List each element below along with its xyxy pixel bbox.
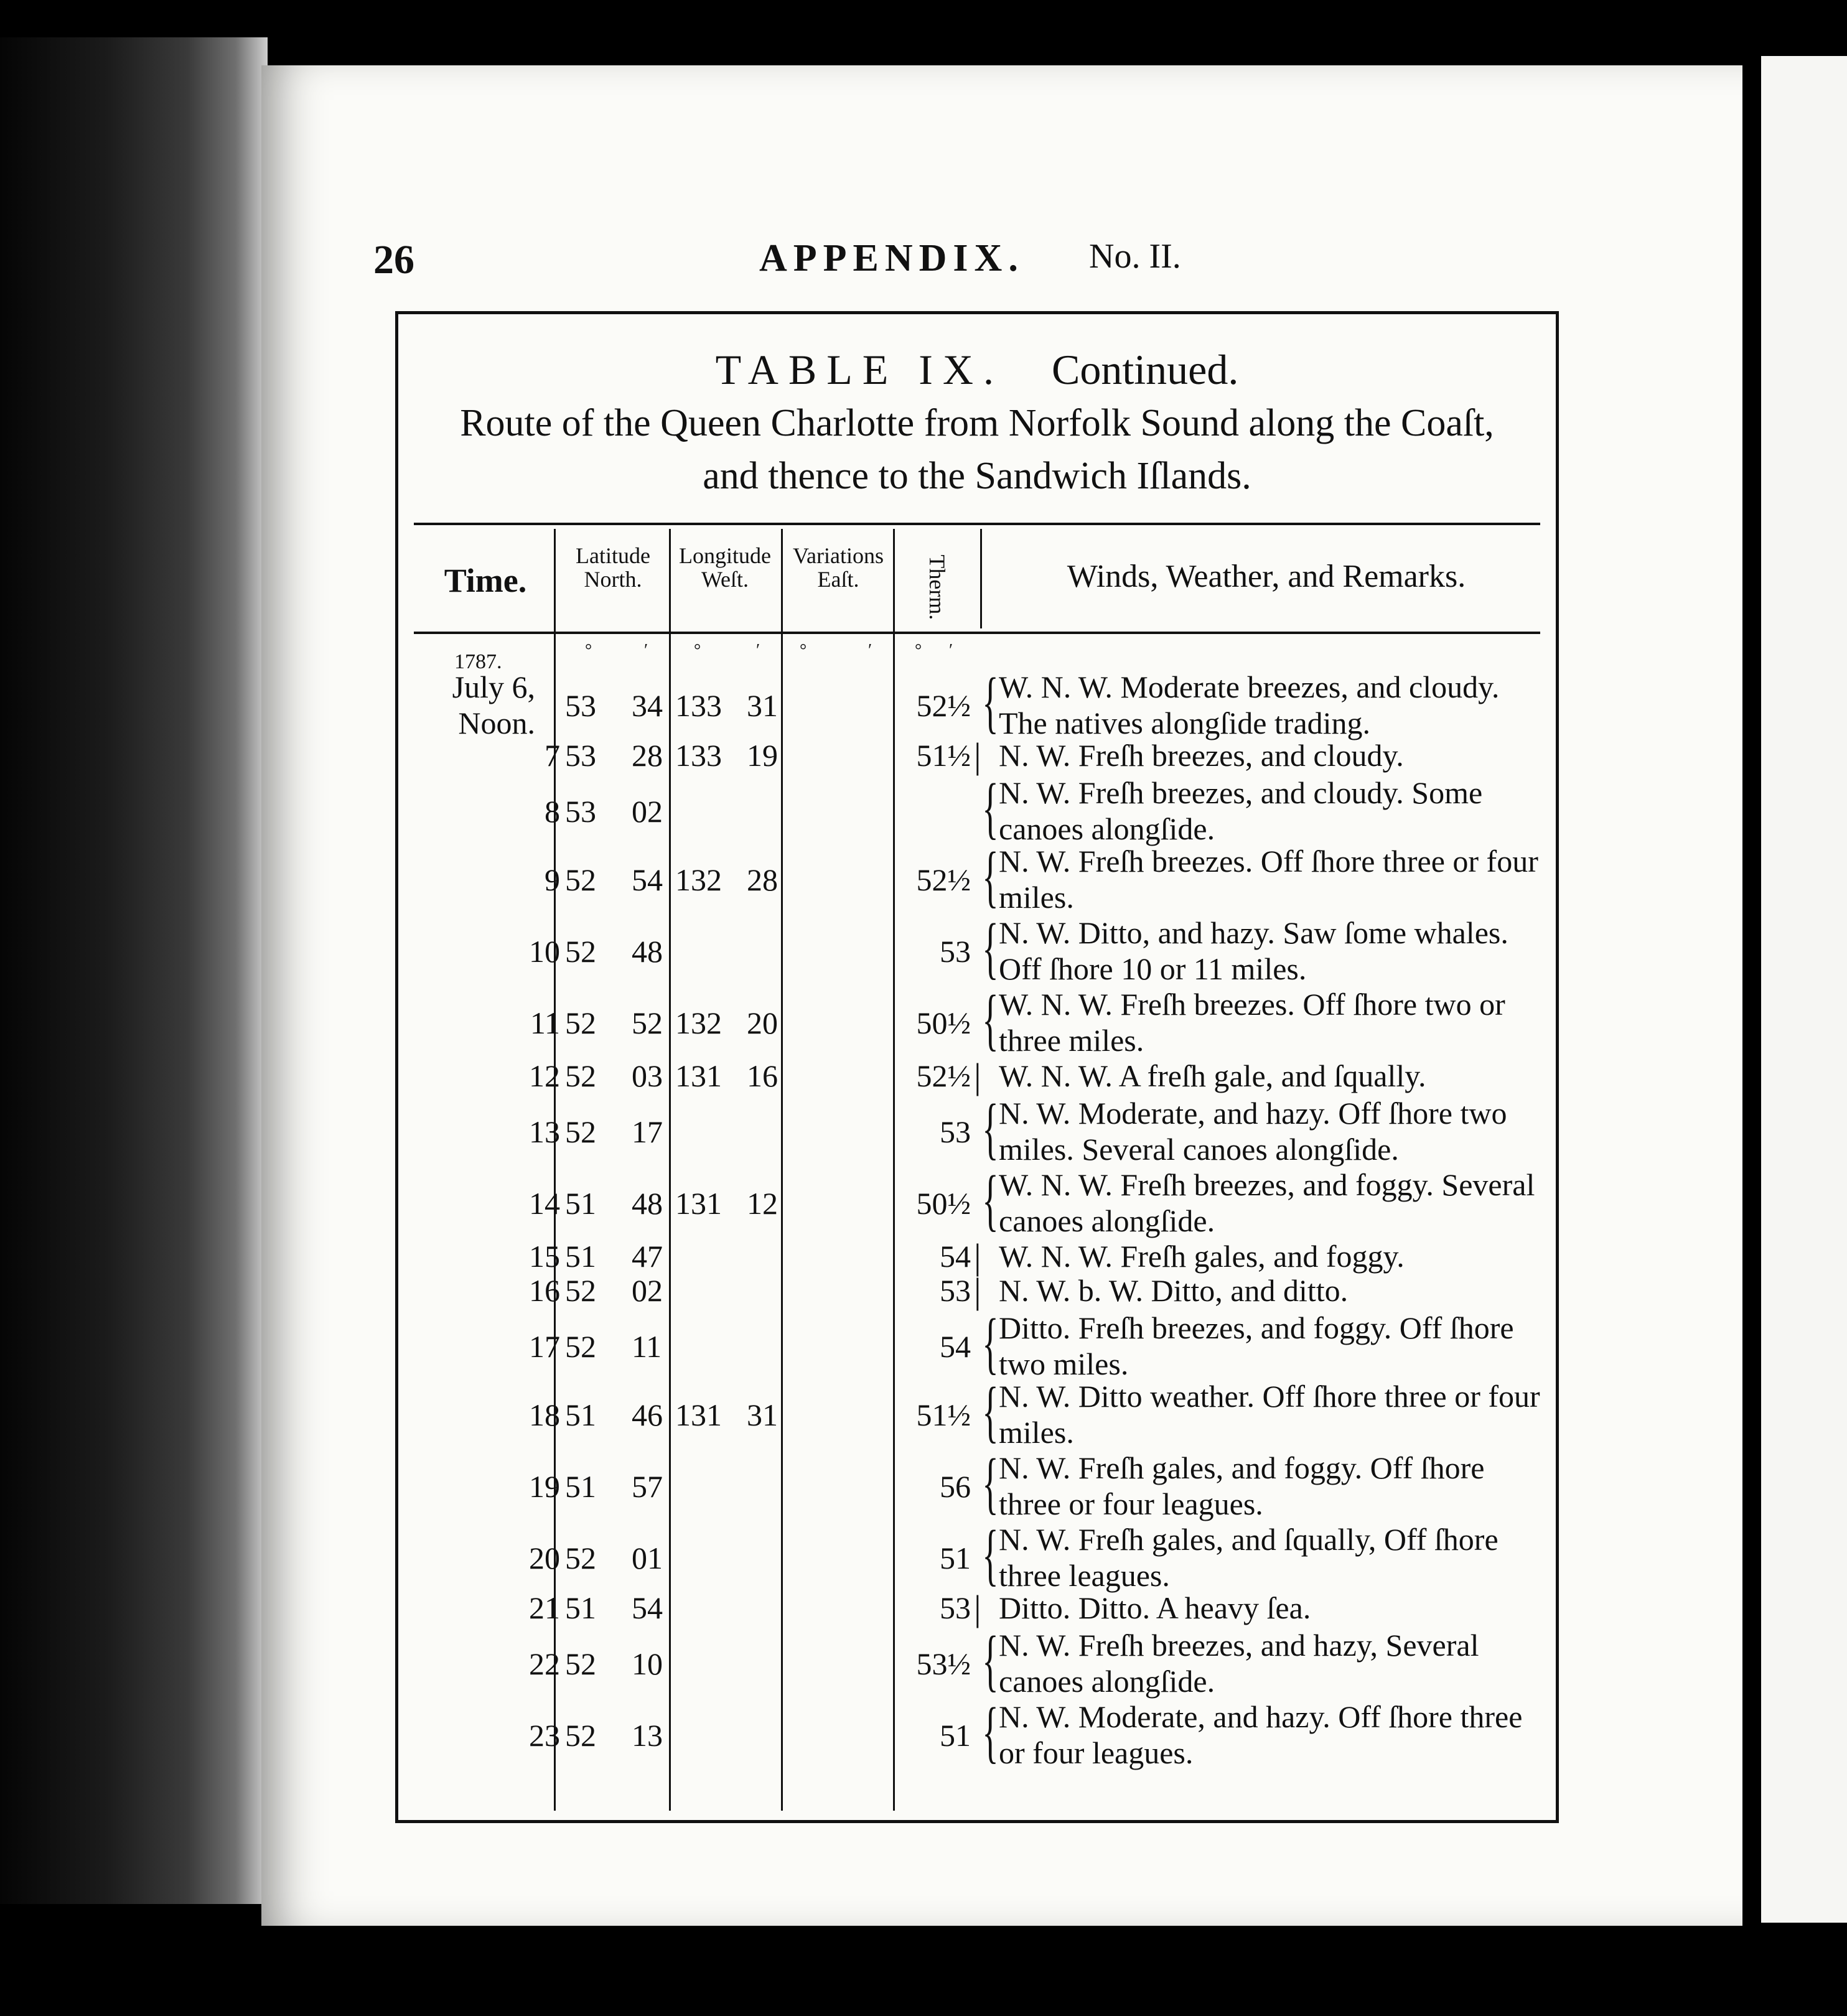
cell-longitude-degrees: 132 bbox=[675, 1006, 722, 1040]
vertical-bar-icon: | bbox=[974, 1271, 981, 1311]
curly-brace-icon: { bbox=[982, 664, 999, 740]
column-header-longitude: Longitude Weſt. bbox=[679, 543, 771, 592]
cell-latitude-degrees: 53 bbox=[565, 688, 596, 723]
cell-thermometer: 50½ bbox=[916, 1186, 971, 1221]
cell-latitude-minutes: 47 bbox=[632, 1239, 663, 1274]
cell-latitude-degrees: 52 bbox=[565, 934, 596, 969]
cell-latitude-minutes: 57 bbox=[632, 1469, 663, 1504]
curly-brace-icon: { bbox=[982, 1622, 999, 1698]
column-divider bbox=[781, 529, 783, 1811]
cell-longitude-degrees: 131 bbox=[675, 1398, 722, 1432]
cell-longitude-minutes: 16 bbox=[747, 1058, 778, 1093]
cell-time: 18 bbox=[529, 1398, 560, 1432]
cell-remarks: W. N. W. A freſh gale, and ſqually. bbox=[999, 1058, 1426, 1093]
header-bottom-rule bbox=[414, 632, 1540, 634]
cell-thermometer: 53 bbox=[940, 1590, 971, 1625]
column-header-variations: Variations Eaſt. bbox=[793, 543, 884, 592]
cell-time: 11 bbox=[530, 1006, 560, 1040]
cell-latitude-minutes: 17 bbox=[632, 1114, 663, 1149]
vertical-bar-icon: | bbox=[974, 1056, 981, 1096]
cell-time: 9 bbox=[545, 862, 560, 897]
cell-remarks: N. W. Freſh gales, and ſqually, Off ſhore three leagues. bbox=[999, 1522, 1499, 1593]
facing-page-edge bbox=[1761, 56, 1847, 1923]
cell-longitude-minutes: 20 bbox=[747, 1006, 778, 1040]
curly-brace-icon: { bbox=[982, 1445, 999, 1521]
cell-time: 12 bbox=[529, 1058, 560, 1093]
cell-latitude-degrees: 52 bbox=[565, 1273, 596, 1308]
curly-brace-icon: { bbox=[982, 1694, 999, 1770]
page-number: 26 bbox=[373, 237, 414, 282]
cell-thermometer: 51½ bbox=[916, 738, 971, 773]
cell-latitude-degrees: 51 bbox=[565, 1398, 596, 1432]
cell-latitude-degrees: 53 bbox=[565, 794, 596, 829]
cell-latitude-degrees: 52 bbox=[565, 1058, 596, 1093]
cell-thermometer: 51 bbox=[940, 1541, 971, 1575]
cell-latitude-degrees: 52 bbox=[565, 1541, 596, 1575]
cell-latitude-minutes: 03 bbox=[632, 1058, 663, 1093]
curly-brace-icon: { bbox=[982, 1305, 999, 1381]
cell-remarks: N. W. Moderate, and hazy. Off ſhore three or four leagues. bbox=[999, 1699, 1523, 1770]
cell-time: 13 bbox=[529, 1114, 560, 1149]
cell-latitude-minutes: 46 bbox=[632, 1398, 663, 1432]
cell-time: 14 bbox=[529, 1186, 560, 1221]
cell-latitude-degrees: 51 bbox=[565, 1469, 596, 1504]
cell-remarks: N. W. Freſh breezes, and cloudy. bbox=[999, 738, 1404, 773]
cell-time: 15 bbox=[529, 1239, 560, 1274]
cell-remarks: N. W. Freſh breezes, and cloudy. Some canoes alongſide. bbox=[999, 775, 1483, 846]
cell-time: 19 bbox=[529, 1469, 560, 1504]
cell-longitude-minutes: 31 bbox=[747, 688, 778, 723]
table-number: TABLE IX. bbox=[715, 346, 1004, 393]
cell-latitude-minutes: 13 bbox=[632, 1718, 663, 1753]
cell-thermometer: 53 bbox=[940, 1114, 971, 1149]
cell-time: 17 bbox=[529, 1329, 560, 1364]
column-header-time: Time. bbox=[444, 562, 527, 599]
book-spine-shadow bbox=[0, 37, 268, 1904]
cell-thermometer: 52½ bbox=[916, 1058, 971, 1093]
degree-mark: ° bbox=[800, 641, 807, 660]
cell-remarks: N. W. Freſh breezes. Off ſhore three or four miles. bbox=[999, 844, 1538, 915]
cell-latitude-degrees: 51 bbox=[565, 1186, 596, 1221]
degree-mark: ° bbox=[585, 641, 592, 660]
curly-brace-icon: { bbox=[982, 1373, 999, 1449]
minute-mark: ′ bbox=[949, 641, 953, 660]
cell-time: 23 bbox=[529, 1718, 560, 1753]
cell-thermometer: 56 bbox=[940, 1469, 971, 1504]
curly-brace-icon: { bbox=[982, 910, 999, 986]
column-header-therm: Therm. bbox=[924, 554, 950, 620]
cell-longitude-degrees: 133 bbox=[675, 688, 722, 723]
table-title bbox=[398, 345, 1556, 394]
table-frame bbox=[395, 311, 1559, 1823]
cell-time: 20 bbox=[529, 1541, 560, 1575]
cell-thermometer: 54 bbox=[940, 1239, 971, 1274]
cell-time: 10 bbox=[529, 934, 560, 969]
cell-thermometer: 52½ bbox=[916, 862, 971, 897]
cell-longitude-degrees: 131 bbox=[675, 1186, 722, 1221]
cell-longitude-minutes: 31 bbox=[747, 1398, 778, 1432]
cell-remarks: N. W. Freſh breezes, and hazy, Several canoes alongſide. bbox=[999, 1628, 1479, 1699]
cell-thermometer: 53 bbox=[940, 934, 971, 969]
degree-mark: ° bbox=[694, 641, 701, 660]
degree-mark: ° bbox=[915, 641, 922, 660]
curly-brace-icon: { bbox=[982, 1090, 999, 1166]
column-header-remarks: Winds, Weather, and Remarks. bbox=[1067, 559, 1466, 594]
cell-latitude-degrees: 53 bbox=[565, 738, 596, 773]
cell-thermometer: 53 bbox=[940, 1273, 971, 1308]
cell-time: 7 bbox=[545, 738, 560, 773]
curly-brace-icon: { bbox=[982, 981, 999, 1057]
cell-latitude-minutes: 54 bbox=[632, 862, 663, 897]
cell-longitude-minutes: 12 bbox=[747, 1186, 778, 1221]
minute-mark: ′ bbox=[644, 641, 648, 660]
cell-time: 21 bbox=[529, 1590, 560, 1625]
header-top-rule bbox=[414, 523, 1540, 525]
column-divider bbox=[669, 529, 671, 1811]
cell-longitude-minutes: 19 bbox=[747, 738, 778, 773]
cell-remarks: N. W. Ditto, and hazy. Saw ſome whales. Off ſhore 10 or 11 miles. bbox=[999, 915, 1508, 986]
year-label: 1787. bbox=[454, 650, 502, 673]
cell-latitude-degrees: 52 bbox=[565, 1329, 596, 1364]
cell-remarks: W. N. W. Freſh breezes, and foggy. Several canoes alongſide. bbox=[999, 1167, 1535, 1238]
table-subtitle-line-1: Route of the Queen Charlotte from Norfolk Sound along the Coaſt, bbox=[460, 402, 1494, 444]
vertical-bar-icon: | bbox=[974, 735, 981, 776]
cell-time: July 6, Noon. bbox=[452, 670, 535, 740]
cell-latitude-minutes: 52 bbox=[632, 1006, 663, 1040]
cell-latitude-degrees: 52 bbox=[565, 1646, 596, 1681]
appendix-number: No. II. bbox=[1089, 237, 1181, 276]
cell-latitude-degrees: 51 bbox=[565, 1239, 596, 1274]
cell-remarks: N. W. Ditto weather. Off ſhore three or four miles. bbox=[999, 1379, 1540, 1450]
cell-latitude-minutes: 48 bbox=[632, 934, 663, 969]
curly-brace-icon: { bbox=[982, 1162, 999, 1238]
cell-latitude-minutes: 02 bbox=[632, 794, 663, 829]
cell-longitude-degrees: 131 bbox=[675, 1058, 722, 1093]
cell-longitude-minutes: 28 bbox=[747, 862, 778, 897]
curly-brace-icon: { bbox=[982, 1516, 999, 1592]
cell-latitude-minutes: 01 bbox=[632, 1541, 663, 1575]
cell-remarks: Ditto. Ditto. A heavy ſea. bbox=[999, 1590, 1311, 1625]
cell-thermometer: 54 bbox=[940, 1329, 971, 1364]
cell-thermometer: 52½ bbox=[916, 688, 971, 723]
cell-remarks: N. W. Freſh gales, and foggy. Off ſhore three or four leagues. bbox=[999, 1450, 1485, 1521]
cell-remarks: W. N. W. Moderate breezes, and cloudy. The natives alongſide trading. bbox=[999, 670, 1500, 740]
column-divider bbox=[980, 529, 982, 628]
cell-thermometer: 53½ bbox=[916, 1646, 971, 1681]
cell-thermometer: 51½ bbox=[916, 1398, 971, 1432]
minute-mark: ′ bbox=[868, 641, 872, 660]
column-divider bbox=[893, 529, 895, 1811]
cell-time: 22 bbox=[529, 1646, 560, 1681]
cell-latitude-degrees: 52 bbox=[565, 1718, 596, 1753]
cell-time: 8 bbox=[545, 794, 560, 829]
cell-thermometer: 51 bbox=[940, 1718, 971, 1753]
cell-thermometer: 50½ bbox=[916, 1006, 971, 1040]
cell-latitude-minutes: 28 bbox=[632, 738, 663, 773]
cell-remarks: Ditto. Freſh breezes, and foggy. Off ſhore two miles. bbox=[999, 1310, 1514, 1381]
cell-longitude-degrees: 132 bbox=[675, 862, 722, 897]
cell-latitude-minutes: 02 bbox=[632, 1273, 663, 1308]
cell-remarks: N. W. b. W. Ditto, and ditto. bbox=[999, 1273, 1349, 1308]
cell-time: 16 bbox=[529, 1273, 560, 1308]
cell-latitude-minutes: 10 bbox=[632, 1646, 663, 1681]
cell-remarks: W. N. W. Freſh breezes. Off ſhore two or three miles. bbox=[999, 987, 1505, 1058]
vertical-bar-icon: | bbox=[974, 1588, 981, 1628]
minute-mark: ′ bbox=[756, 641, 760, 660]
curly-brace-icon: { bbox=[982, 770, 999, 846]
cell-latitude-minutes: 11 bbox=[632, 1329, 662, 1364]
cell-latitude-minutes: 54 bbox=[632, 1590, 663, 1625]
curly-brace-icon: { bbox=[982, 838, 999, 914]
cell-latitude-degrees: 52 bbox=[565, 1006, 596, 1040]
column-header-latitude: Latitude North. bbox=[576, 543, 650, 592]
table-subtitle-line-2: and thence to the Sandwich Iſlands. bbox=[703, 455, 1251, 497]
cell-remarks: W. N. W. Freſh gales, and foggy. bbox=[999, 1239, 1405, 1274]
page-header bbox=[373, 236, 1307, 292]
table-continued-label: Continued. bbox=[1052, 346, 1239, 393]
cell-latitude-degrees: 51 bbox=[565, 1590, 596, 1625]
running-head: APPENDIX. bbox=[759, 237, 1024, 279]
cell-remarks: N. W. Moderate, and hazy. Off ſhore two miles. Several canoes alongſide. bbox=[999, 1096, 1507, 1167]
cell-longitude-degrees: 133 bbox=[675, 738, 722, 773]
cell-latitude-degrees: 52 bbox=[565, 1114, 596, 1149]
vertical-bar-icon: | bbox=[974, 1236, 981, 1277]
cell-latitude-minutes: 48 bbox=[632, 1186, 663, 1221]
cell-latitude-degrees: 52 bbox=[565, 862, 596, 897]
cell-latitude-minutes: 34 bbox=[632, 688, 663, 723]
